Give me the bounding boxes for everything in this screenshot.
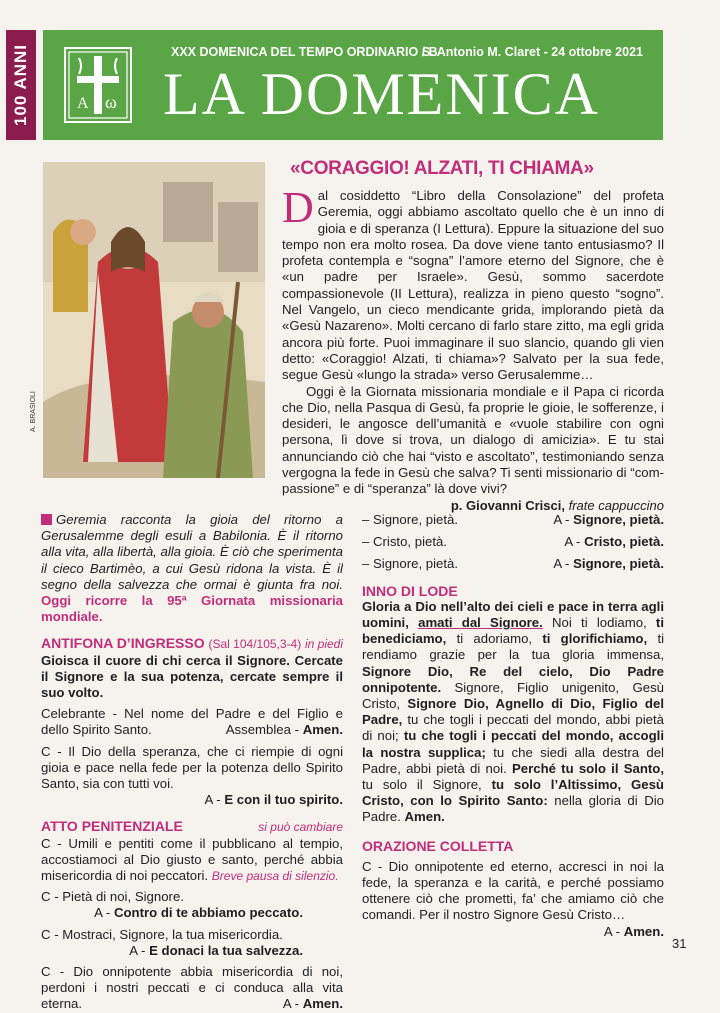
drop-cap: D <box>282 183 314 232</box>
penitential-c2: C - Mostraci, Signore, la tua misericordia. <box>41 926 283 942</box>
right-column <box>362 512 664 940</box>
left-column <box>41 512 343 1013</box>
kyrie-row: – Signore, pietà. A - Signore, pietà. <box>362 512 664 527</box>
colletta-text: C - Dio onnipotente ed eterno, accresci in noi la fede, la speranza e la carità, e perché possiamo ottenere ciò che prometti, fa’ che amiamo ciò che comandi. Per il nostro Signore Gesù Cristo… A - Amen. <box>362 858 664 939</box>
jesus-healing-bartimaeus-illustration <box>43 162 265 478</box>
masthead-title: LA DOMENICA <box>163 61 600 127</box>
anniversary-label: 100 ANNI <box>11 43 31 127</box>
cross-logo-icon <box>63 46 133 124</box>
antifona-text: Gioisca il cuore di chi cerca il Signore. Cercate il Signore e la sua potenza, cercate sempre il suo volto. <box>41 652 343 701</box>
masthead-header <box>43 30 663 140</box>
kyrie-row: – Signore, pietà. A - Signore, pietà. <box>362 556 664 572</box>
page-number: 31 <box>672 936 687 951</box>
penitential-heading: ATTO PENITENZIALE si può cambiare <box>41 818 343 835</box>
editorial-paragraph-1: al cosiddetto “Libro della Consolazione” del profeta Geremia, oggi abbiamo ascoltato quello che è un inno di gioia e di speranza (I Lettura). Eppure la situazione del suo tempo non era molto rosea. Da dove viene tanto entusiasmo? Il profeta contempla e “sogna” l’amore eterno del Signore, che è «un padre per Israele». Gesù, sommo sacerdote compassionevole (II Lettura), realizza in pieno questo “sogno”. Nel Vangelo, un cieco mendicante grida, implorando pietà da «Gesù Nazareno». Molti cercano di farlo stare zitto, ma egli grida ancora più forte. Puoi immaginare il suo slancio, quando gli vien detto: «Coraggio! Alzati, ti chiama»? Salvato per la sua fede, segue Gesù «lungo la strada» verso Gerusalemme… <box>282 188 664 383</box>
liturgy-intro: Geremia racconta la gioia del ritorno a Gerusalemme degli esuli a Babilonia. È il ritorno alla vita, alla libertà, alla gioia. È ciò che sperimenta il cieco Bartimèo, a cui Gesù ridona la vista. È il segno della salvezza che ormai è giunta fra noi. Oggi ricorre la 95ª Giornata missionaria mondiale. <box>41 512 344 625</box>
penitential-a1: A - Contro di te abbiamo peccato. <box>94 905 303 921</box>
celebrant-greeting: Celebrante - Nel nome del Padre e del Figlio e dello Spirito Santo. Assemblea - Amen. <box>41 706 343 738</box>
colletta-heading: ORAZIONE COLLETTA <box>362 837 514 854</box>
kyrie-row: – Cristo, pietà. A - Cristo, pietà. <box>362 534 664 550</box>
penitential-c3: C - Dio onnipotente abbia misericordia di noi, perdoni i nostri peccati e ci conduca alla vita eterna. A - Amen. <box>41 964 343 1012</box>
alpha-letter: A <box>77 95 89 112</box>
article-title: «CORAGGIO! ALZATI, TI CHIAMA» <box>290 158 594 179</box>
square-bullet-icon <box>41 514 52 525</box>
editorial-text <box>282 183 664 514</box>
penitential-c1: C - Pietà di noi, Signore. <box>41 889 184 905</box>
celebrant-blessing: C - Il Dio della speranza, che ci riempie di ogni gioia e pace nella fede per la potenza dello Spirito Santo, sia con tutti voi. <box>41 743 343 792</box>
gloria-heading: INNO DI LODE <box>362 582 458 599</box>
signature: p. Giovanni Crisci, frate cappuccino <box>450 497 664 513</box>
penitential-text: C - Umili e pentiti come il pubblicano al tempio, accostiamoci al Dio giusto e santo, perché abbia misericordia di noi peccatori. Breve pausa di silenzio. <box>41 835 343 884</box>
editorial-paragraph-2: Oggi è la Giornata missionaria mondiale e il Papa ci ricorda che Dio, nella Pasqua di Gesù, fa proprie le gioie, le sofferenze, i desideri, le angosce dell’umanità e «vuole stabilire con ogni persona, lì dove si trova, un dialogo di amicizia». E tu stai annunciando ciò che hai “visto e ascoltato”, testimoniando senza vergogna la fede in Gesù che salva? Ti senti missionario di “com-passione” e di “speranza” là dove vivi? <box>282 383 664 497</box>
omega-letter: ω <box>105 92 117 112</box>
assembly-response: A - E con il tuo spirito. <box>204 792 343 808</box>
antifona-heading: ANTIFONA D’INGRESSO (Sal 104/105,3-4) in piedi <box>41 635 343 652</box>
liturgical-day: XXX DOMENICA DEL TEMPO ORDINARIO / B <box>171 45 438 59</box>
penitential-a2: A - E donaci la tua salvezza. <box>129 942 303 958</box>
issue-date: S. Antonio M. Claret - 24 ottobre 2021 <box>421 45 643 59</box>
anniversary-band <box>6 30 36 140</box>
illustration-credit: A. BRASIOLI <box>30 391 37 432</box>
gloria-text: Gloria a Dio nell’alto dei cieli e pace in terra agli uomini, amati dal Signore. Noi ti lodiamo, ti benediciamo, ti adoriamo, ti glorifichiamo, ti rendiamo grazie per la tua gloria immensa, Signore Dio, Re del cielo, Dio Padre onnipotente. Signore, Figlio unigenito, Gesù Cristo, Signore Dio, Agnello di Dio, Figlio del Padre, tu che togli i peccati del mondo, abbi pietà di noi; tu che togli i peccati del mondo, accogli la nostra supplica; tu che siedi alla destra del Padre, abbi pietà di noi. Perché tu solo il Santo, tu solo il Signore, tu solo l’Altissimo, Gesù Cristo, con lo Spirito Santo: nella gloria di Dio Padre. Amen. <box>362 598 665 825</box>
